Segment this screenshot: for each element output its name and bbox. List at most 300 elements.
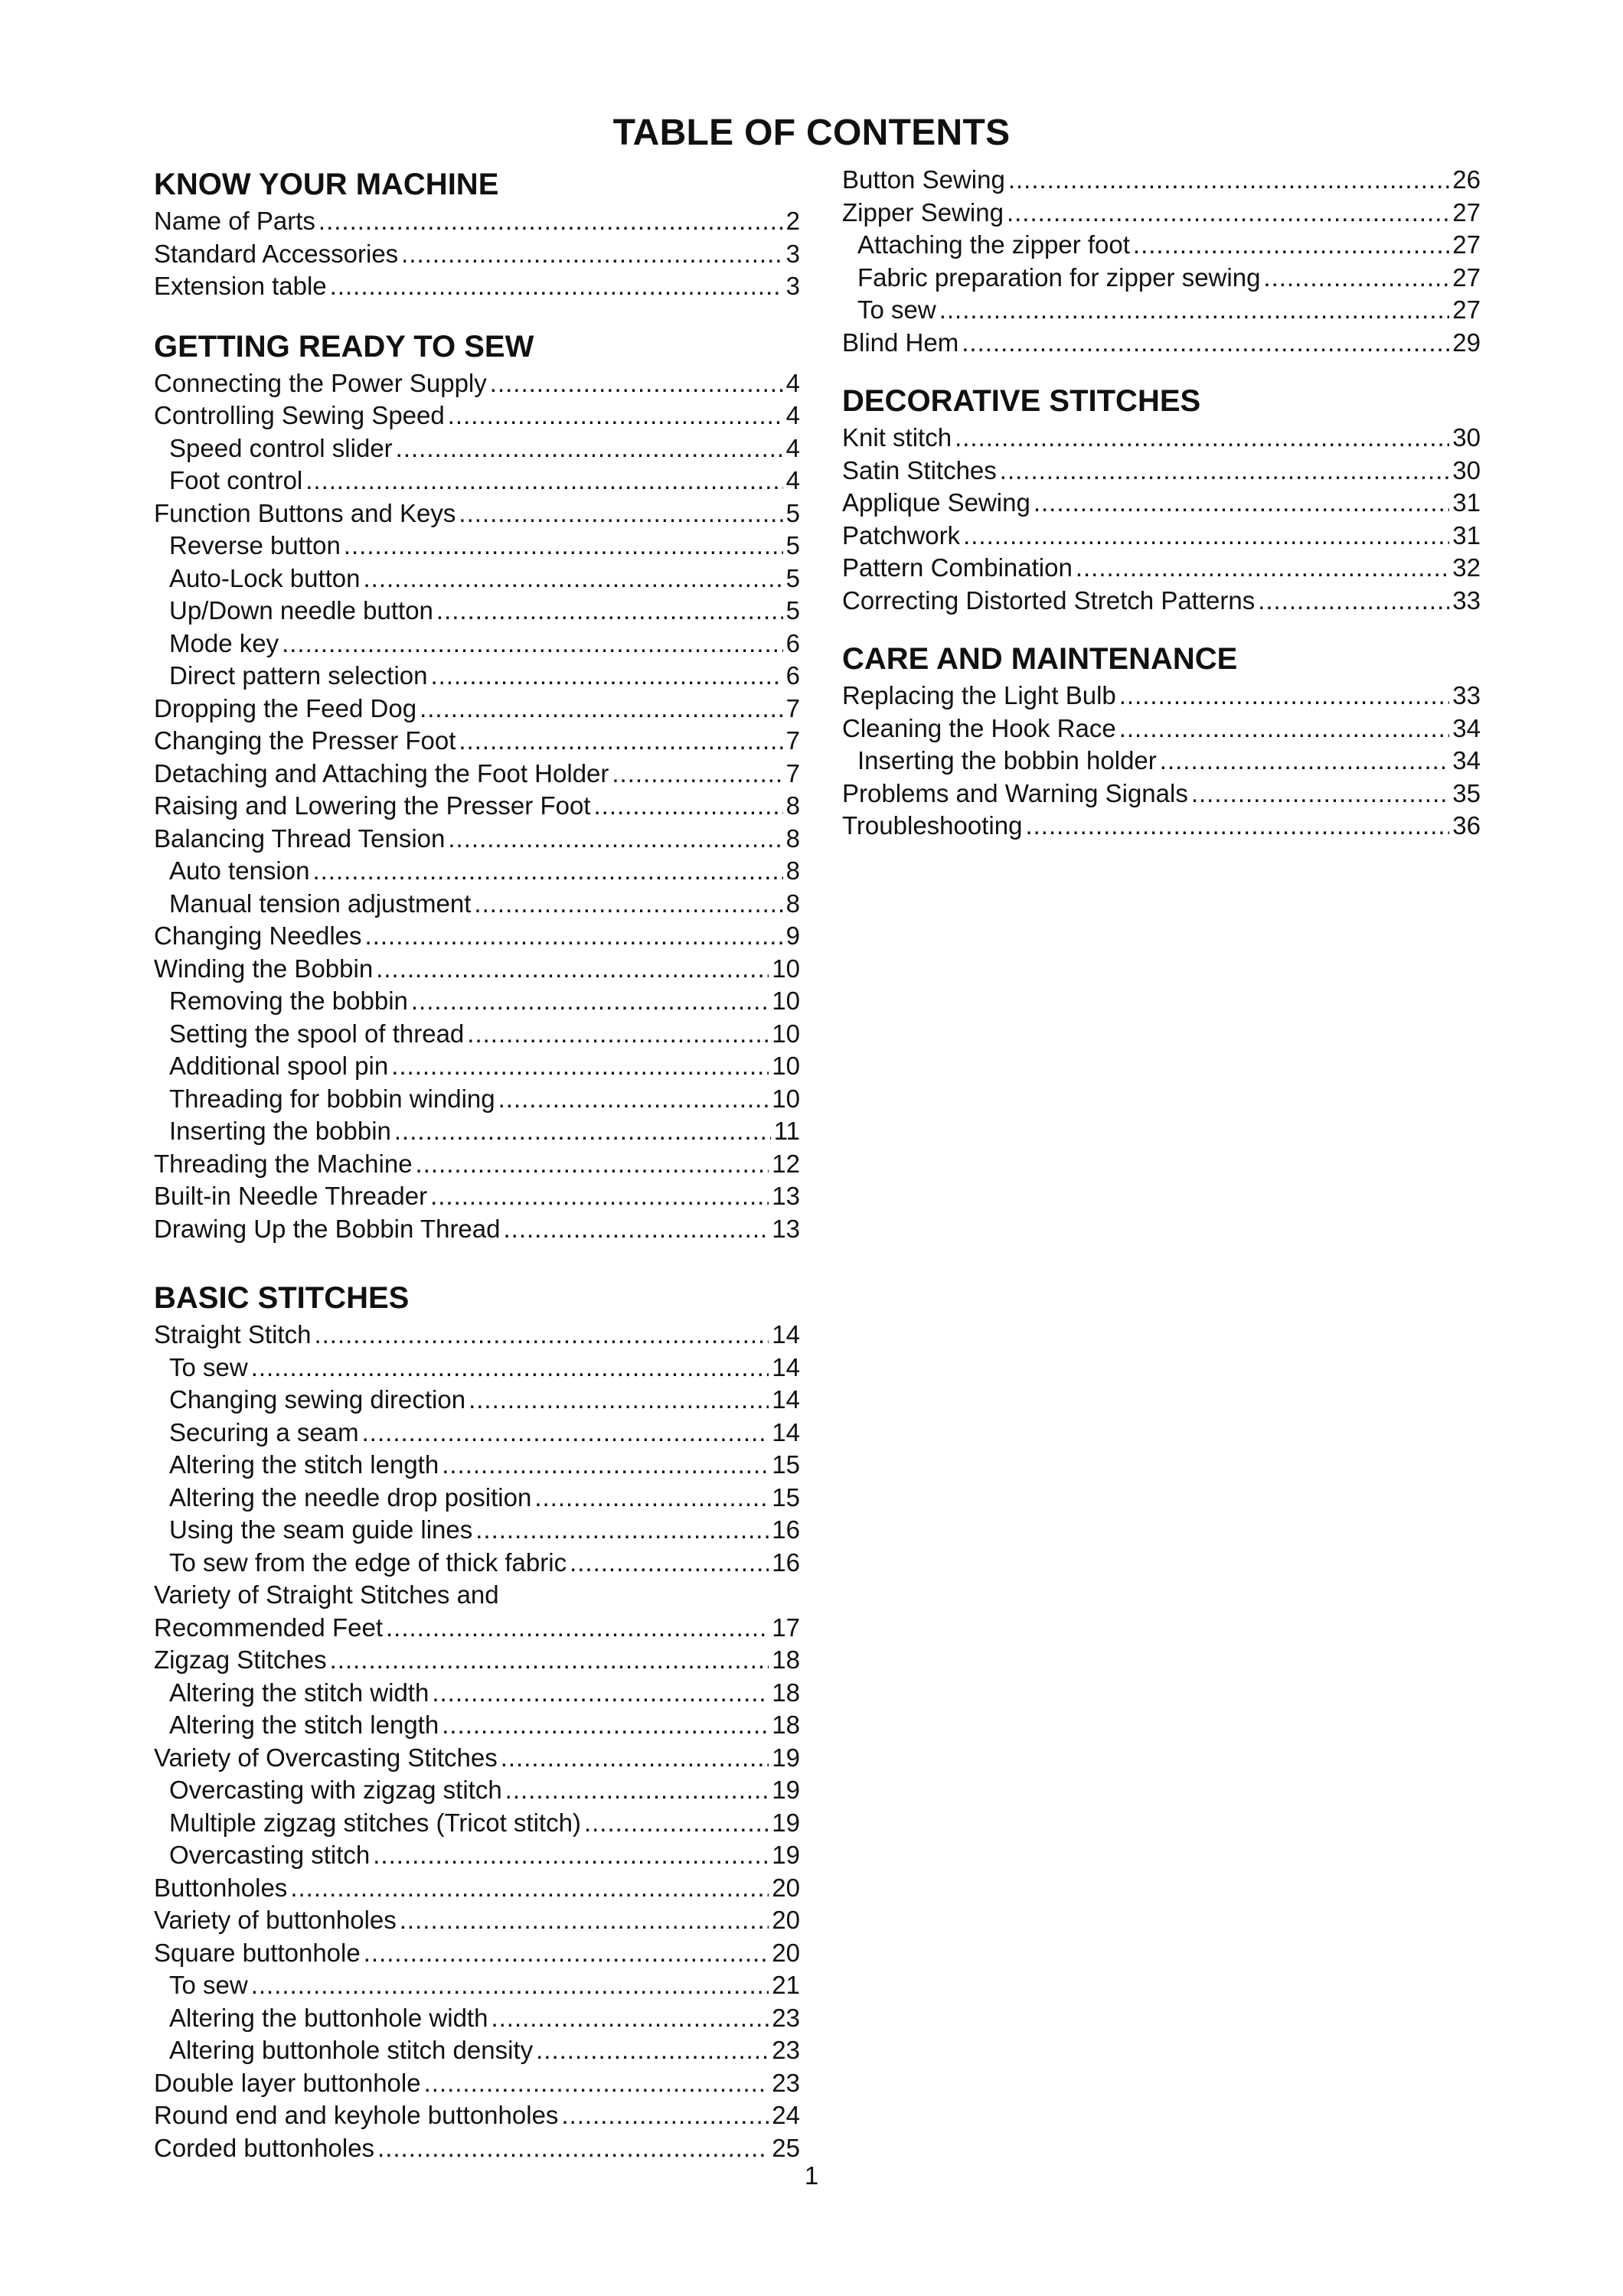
dot-leader <box>955 422 1449 455</box>
section-basic-stitches <box>154 1277 800 2164</box>
entry-label: Securing a seam <box>169 1417 359 1446</box>
toc-subentry[interactable] <box>154 628 800 660</box>
toc-subentry[interactable] <box>842 229 1481 262</box>
dot-leader <box>1007 197 1449 230</box>
dot-leader <box>373 1839 769 1872</box>
dot-leader <box>939 294 1450 327</box>
entry-label: To sew <box>857 295 936 324</box>
dot-leader <box>501 1742 769 1775</box>
toc-subentry[interactable] <box>154 855 800 888</box>
toc-subentry[interactable] <box>154 1774 800 1807</box>
section-heading: BASIC STITCHES <box>154 1281 410 1315</box>
entry-label: Altering the buttonhole width <box>169 2003 488 2032</box>
toc-subentry[interactable] <box>154 660 800 693</box>
dot-leader <box>1133 229 1449 262</box>
toc-entry[interactable] <box>842 585 1481 618</box>
toc-entry[interactable] <box>154 725 800 758</box>
toc-entry[interactable] <box>154 2067 800 2100</box>
entry-label: Changing Needles <box>154 921 362 950</box>
entry-page: 33 <box>1452 681 1481 709</box>
entry-label: Multiple zigzag stitches (Tricot stitch) <box>169 1808 581 1837</box>
entry-label: Patchwork <box>842 520 961 550</box>
entry-page: 9 <box>785 921 800 950</box>
dot-leader <box>491 2002 769 2035</box>
entry-label: Applique Sewing <box>842 488 1030 517</box>
entry-label: Mode key <box>169 628 279 657</box>
section-getting-ready-to-sew <box>154 326 800 1246</box>
toc-entry[interactable] <box>154 790 800 823</box>
entry-page: 14 <box>772 1385 800 1414</box>
dot-leader <box>416 1148 769 1181</box>
entry-page: 5 <box>785 596 800 625</box>
entry-label: Controlling Sewing Speed <box>154 401 445 429</box>
toc-entry[interactable] <box>154 1180 800 1213</box>
entry-page: 13 <box>772 1182 800 1210</box>
dot-leader <box>318 205 783 238</box>
entry-page: 8 <box>785 889 800 918</box>
toc-entry[interactable] <box>842 520 1481 553</box>
toc-entry[interactable] <box>154 400 800 432</box>
toc-subentry[interactable] <box>154 432 800 465</box>
entry-page: 5 <box>785 498 800 527</box>
dot-leader <box>459 497 782 530</box>
entry-page: 14 <box>772 1352 800 1381</box>
dot-leader <box>344 530 783 563</box>
dot-leader <box>424 2067 769 2100</box>
entry-label: Up/Down needle button <box>169 596 433 625</box>
entry-page: 4 <box>785 433 800 462</box>
toc-entry[interactable] <box>154 367 800 400</box>
entry-label: Recommended Feet <box>154 1613 383 1642</box>
entry-label: Double layer buttonhole <box>154 2068 421 2097</box>
toc-entry[interactable] <box>842 680 1481 713</box>
section-decorative-stitches <box>842 380 1481 617</box>
toc-entry[interactable] <box>154 1148 800 1181</box>
entry-label: Raising and Lowering the Presser Foot <box>154 791 591 820</box>
entry-label: Altering the needle drop position <box>169 1482 532 1512</box>
entry-page: 11 <box>773 1117 800 1145</box>
toc-entry[interactable] <box>842 487 1481 520</box>
toc-entry[interactable] <box>154 953 800 986</box>
page-title: TABLE OF CONTENTS <box>612 113 1011 153</box>
entry-label: Connecting the Power Supply <box>154 368 487 397</box>
dot-leader <box>1191 778 1449 810</box>
toc-entry[interactable] <box>154 1319 800 1352</box>
entry-page: 19 <box>772 1841 800 1869</box>
dot-leader <box>420 693 783 726</box>
toc-entry[interactable] <box>154 1937 800 1970</box>
dot-leader <box>448 400 783 432</box>
toc-subentry[interactable] <box>154 985 800 1018</box>
entry-page: 20 <box>772 1938 800 1967</box>
entry-label: Variety of Overcasting Stitches <box>154 1743 498 1772</box>
toc-column-right <box>842 164 1481 843</box>
dot-leader <box>364 1937 769 1970</box>
entry-label: Cleaning the Hook Race <box>842 713 1116 742</box>
entry-page: 26 <box>1452 165 1481 194</box>
toc-entry[interactable] <box>154 2099 800 2132</box>
dot-leader <box>469 1384 769 1417</box>
toc-entry[interactable] <box>842 713 1481 745</box>
entry-label: Winding the Bobbin <box>154 954 374 983</box>
toc-subentry[interactable] <box>154 888 800 921</box>
entry-label: Variety of Straight Stitches and <box>154 1580 499 1609</box>
toc-subentry[interactable] <box>154 1417 800 1450</box>
entry-page: 13 <box>772 1214 800 1243</box>
dot-leader <box>314 1319 769 1352</box>
entry-label: Corded buttonholes <box>154 2133 375 2162</box>
entry-page: 7 <box>785 693 800 722</box>
toc-entry[interactable] <box>154 1644 800 1677</box>
toc-entry[interactable] <box>154 270 800 303</box>
entry-page: 35 <box>1452 778 1481 807</box>
toc-entry[interactable] <box>842 327 1481 360</box>
entry-page: 10 <box>772 1084 800 1113</box>
entry-page: 29 <box>1452 328 1481 357</box>
toc-entry[interactable] <box>154 1904 800 1937</box>
entry-label: Foot control <box>169 466 303 494</box>
entry-page: 15 <box>772 1482 800 1512</box>
dot-leader <box>430 1180 769 1213</box>
dot-leader <box>386 1612 769 1645</box>
toc-column-left <box>154 164 800 2164</box>
toc-entry[interactable] <box>842 455 1481 488</box>
toc-subentry[interactable] <box>154 1352 800 1384</box>
dot-leader <box>364 563 783 595</box>
entry-label: Reverse button <box>169 531 341 559</box>
entry-label: Changing sewing direction <box>169 1385 466 1414</box>
toc-entry[interactable] <box>842 778 1481 810</box>
entry-page: 30 <box>1452 455 1481 484</box>
entry-label: Manual tension adjustment <box>169 889 472 918</box>
entry-label: Direct pattern selection <box>169 661 428 690</box>
entry-page: 4 <box>785 368 800 397</box>
toc-subentry[interactable] <box>154 1839 800 1872</box>
entry-label: Function Buttons and Keys <box>154 498 456 527</box>
dot-leader <box>498 1083 769 1116</box>
dot-leader <box>330 1644 769 1677</box>
entry-page: 27 <box>1452 197 1481 227</box>
toc-subentry[interactable] <box>154 1677 800 1710</box>
section-know-your-machine <box>154 164 800 303</box>
entry-label: Changing the Presser Foot <box>154 726 456 755</box>
entry-page: 18 <box>772 1678 800 1707</box>
entry-label: Fabric preparation for zipper sewing <box>857 263 1261 292</box>
entry-page: 31 <box>1452 488 1481 517</box>
entry-page: 23 <box>772 2036 800 2064</box>
toc-subentry[interactable] <box>842 262 1481 295</box>
entry-page: 10 <box>772 1052 800 1080</box>
entry-page: 10 <box>772 987 800 1015</box>
toc-subentry[interactable] <box>154 1115 800 1148</box>
section-heading: CARE AND MAINTENANCE <box>842 642 1238 676</box>
entry-label: Altering buttonhole stitch density <box>169 2036 534 2064</box>
section-basic-stitches-continued <box>842 164 1481 359</box>
entry-label: Inserting the bobbin <box>169 1117 391 1145</box>
entry-label: Correcting Distorted Stretch Patterns <box>842 585 1256 615</box>
entry-label: Standard Accessories <box>154 239 399 268</box>
entry-label: Overcasting with zigzag stitch <box>169 1776 502 1804</box>
entry-label: Straight Stitch <box>154 1320 312 1349</box>
entry-page: 14 <box>772 1320 800 1349</box>
toc-subentry[interactable] <box>154 563 800 595</box>
toc-entry-wrapped[interactable] <box>154 1579 800 1612</box>
entry-label: Overcasting stitch <box>169 1841 371 1869</box>
entry-page: 25 <box>772 2133 800 2162</box>
dot-leader <box>436 595 783 628</box>
entry-label: Attaching the zipper foot <box>857 230 1130 259</box>
dot-leader <box>394 1115 771 1148</box>
dot-leader <box>448 823 782 856</box>
toc-entry[interactable] <box>154 1213 800 1246</box>
entry-page: 12 <box>772 1149 800 1178</box>
entry-label: Square buttonhole <box>154 1938 361 1967</box>
dot-leader <box>400 1904 769 1937</box>
toc-subentry[interactable] <box>154 1482 800 1515</box>
entry-page: 27 <box>1452 263 1481 292</box>
toc-subentry[interactable] <box>154 2002 800 2035</box>
entry-page: 21 <box>772 1971 800 1999</box>
entry-page: 32 <box>1452 553 1481 582</box>
toc-subentry[interactable] <box>154 2034 800 2067</box>
entry-page: 23 <box>772 2068 800 2097</box>
dot-leader <box>1263 262 1449 295</box>
entry-page: 20 <box>772 1873 800 1902</box>
entry-page: 34 <box>1452 746 1481 775</box>
entry-label: Additional spool pin <box>169 1052 389 1080</box>
entry-page: 10 <box>772 1019 800 1048</box>
toc-entry[interactable] <box>154 1742 800 1775</box>
toc-entry[interactable] <box>842 422 1481 455</box>
dot-leader <box>1076 552 1449 585</box>
entry-label: Knit stitch <box>842 423 952 452</box>
entry-page: 3 <box>785 272 800 300</box>
entry-label: Zigzag Stitches <box>154 1645 327 1674</box>
entry-page: 27 <box>1452 295 1481 324</box>
entry-page: 8 <box>785 791 800 820</box>
dot-leader <box>401 238 782 271</box>
entry-page: 5 <box>785 531 800 559</box>
dot-leader <box>305 465 782 497</box>
entry-page: 8 <box>785 856 800 885</box>
entry-page: 20 <box>772 1906 800 1934</box>
entry-page: 16 <box>772 1515 800 1544</box>
entry-page: 14 <box>772 1417 800 1446</box>
entry-page: 33 <box>1452 585 1481 615</box>
toc-subentry[interactable] <box>154 1807 800 1840</box>
toc-entry[interactable] <box>154 205 800 238</box>
toc-subentry[interactable] <box>154 465 800 497</box>
toc-entry[interactable] <box>842 552 1481 585</box>
entry-label: Round end and keyhole buttonholes <box>154 2101 559 2129</box>
entry-page: 7 <box>785 758 800 788</box>
entry-page: 16 <box>772 1548 800 1577</box>
dot-leader <box>1160 745 1450 778</box>
entry-page: 6 <box>785 661 800 690</box>
dot-leader <box>330 270 783 303</box>
toc-entry[interactable] <box>154 758 800 791</box>
toc-entry[interactable] <box>842 810 1481 843</box>
entry-page: 19 <box>772 1808 800 1837</box>
dot-leader <box>474 888 782 921</box>
entry-page: 31 <box>1452 520 1481 550</box>
dot-leader <box>431 660 783 693</box>
entry-label: Threading for bobbin winding <box>169 1084 495 1113</box>
toc-subentry[interactable] <box>154 1083 800 1116</box>
toc-entry[interactable] <box>154 920 800 953</box>
entry-label: Satin Stitches <box>842 455 997 484</box>
entry-page: 7 <box>785 726 800 755</box>
entry-label: Balancing Thread Tension <box>154 823 446 853</box>
toc-entry[interactable] <box>154 1872 800 1905</box>
toc-subentry[interactable] <box>842 745 1481 778</box>
toc-subentry[interactable] <box>154 1514 800 1547</box>
entry-label: Variety of buttonholes <box>154 1906 397 1934</box>
entry-label: To sew from the edge of thick fabric <box>169 1548 567 1577</box>
entry-label: Built-in Needle Threader <box>154 1182 428 1210</box>
entry-page: 23 <box>772 2003 800 2032</box>
dot-leader <box>442 1449 769 1482</box>
toc-subentry[interactable] <box>154 530 800 563</box>
dot-leader <box>504 1213 769 1246</box>
toc-subentry[interactable] <box>154 1547 800 1580</box>
entry-page: 19 <box>772 1776 800 1804</box>
dot-leader <box>251 1352 769 1384</box>
toc-entry[interactable] <box>154 497 800 530</box>
section-heading: DECORATIVE STITCHES <box>842 384 1201 418</box>
dot-leader <box>534 1482 769 1515</box>
dot-leader <box>584 1807 769 1840</box>
toc-subentry[interactable] <box>154 1050 800 1083</box>
dot-leader <box>475 1514 769 1547</box>
toc-subentry[interactable] <box>154 1709 800 1742</box>
dot-leader <box>411 985 769 1018</box>
entry-label: Button Sewing <box>842 165 1005 194</box>
entry-label: Altering the stitch width <box>169 1678 429 1707</box>
dot-leader <box>396 432 783 465</box>
dot-leader <box>612 758 782 791</box>
dot-leader <box>251 1969 769 2002</box>
dot-leader <box>1025 810 1449 843</box>
entry-label: Speed control slider <box>169 433 393 462</box>
toc-subentry[interactable] <box>842 294 1481 327</box>
dot-leader <box>362 1417 769 1450</box>
entry-page: 27 <box>1452 230 1481 259</box>
entry-label: To sew <box>169 1971 248 1999</box>
section-heading: KNOW YOUR MACHINE <box>154 168 499 201</box>
dot-leader <box>561 2099 769 2132</box>
toc-entry[interactable] <box>154 693 800 726</box>
entry-page: 17 <box>772 1613 800 1642</box>
entry-label: Altering the stitch length <box>169 1711 439 1739</box>
toc-entry[interactable] <box>842 197 1481 230</box>
section-heading: GETTING READY TO SEW <box>154 329 534 364</box>
entry-label: Zipper Sewing <box>842 197 1004 227</box>
entry-page: 36 <box>1452 811 1481 840</box>
toc-subentry[interactable] <box>154 1018 800 1051</box>
entry-label: To sew <box>169 1352 248 1381</box>
dot-leader <box>391 1050 769 1083</box>
entry-label: Buttonholes <box>154 1873 288 1902</box>
entry-label: Blind Hem <box>842 328 959 357</box>
entry-label: Problems and Warning Signals <box>842 778 1188 807</box>
entry-page: 18 <box>772 1645 800 1674</box>
entry-page: 19 <box>772 1743 800 1772</box>
dot-leader <box>963 520 1449 553</box>
dot-leader <box>490 367 783 400</box>
entry-page: 5 <box>785 563 800 592</box>
dot-leader <box>1034 487 1449 520</box>
entry-page: 24 <box>772 2101 800 2129</box>
entry-label: Using the seam guide lines <box>169 1515 473 1544</box>
entry-page: 2 <box>785 207 800 235</box>
entry-page: 34 <box>1452 713 1481 742</box>
toc-subentry[interactable] <box>154 1969 800 2002</box>
entry-page: 6 <box>785 628 800 657</box>
dot-leader <box>282 628 783 660</box>
entry-label: Threading the Machine <box>154 1149 413 1178</box>
toc-entry[interactable] <box>154 238 800 271</box>
entry-label: Setting the spool of thread <box>169 1019 465 1048</box>
dot-leader <box>459 725 782 758</box>
entry-label: Auto-Lock button <box>169 563 361 592</box>
entry-label: Detaching and Attaching the Foot Holder <box>154 758 609 788</box>
dot-leader <box>1119 713 1450 745</box>
entry-label: Extension table <box>154 272 327 300</box>
toc-subentry[interactable] <box>154 595 800 628</box>
entry-label: Dropping the Feed Dog <box>154 693 417 722</box>
dot-leader <box>290 1872 769 1905</box>
page-number: 1 <box>804 2161 819 2190</box>
entry-page: 3 <box>785 239 800 268</box>
entry-page: 4 <box>785 401 800 429</box>
dot-leader <box>1258 585 1449 618</box>
dot-leader <box>365 920 783 953</box>
entry-label: Troubleshooting <box>842 811 1023 840</box>
entry-label: Auto tension <box>169 856 310 885</box>
entry-page: 10 <box>772 954 800 983</box>
toc-entry[interactable] <box>842 164 1481 197</box>
entry-page: 30 <box>1452 423 1481 452</box>
toc-entry[interactable] <box>154 823 800 856</box>
entry-page: 8 <box>785 823 800 853</box>
entry-label: Altering the stitch length <box>169 1450 439 1479</box>
dot-leader <box>432 1677 769 1710</box>
dot-leader <box>593 790 782 823</box>
dot-leader <box>505 1774 769 1807</box>
dot-leader <box>1000 455 1450 488</box>
dot-leader <box>442 1709 769 1742</box>
dot-leader <box>962 327 1449 360</box>
entry-label: Inserting the bobbin holder <box>857 746 1157 775</box>
toc-subentry[interactable] <box>154 1384 800 1417</box>
dot-leader <box>1119 680 1450 713</box>
toc-subentry[interactable] <box>154 1449 800 1482</box>
entry-label: Removing the bobbin <box>169 987 408 1015</box>
entry-page: 18 <box>772 1711 800 1739</box>
section-care-and-maintenance <box>842 638 1481 843</box>
entry-page: 15 <box>772 1450 800 1479</box>
entry-label: Pattern Combination <box>842 553 1073 582</box>
dot-leader <box>570 1547 769 1580</box>
dot-leader <box>376 953 769 986</box>
entry-label: Name of Parts <box>154 207 315 235</box>
dot-leader <box>467 1018 769 1051</box>
entry-page: 4 <box>785 466 800 494</box>
toc-entry[interactable] <box>154 1612 800 1645</box>
dot-leader <box>312 855 782 888</box>
entry-label: Replacing the Light Bulb <box>842 681 1116 709</box>
